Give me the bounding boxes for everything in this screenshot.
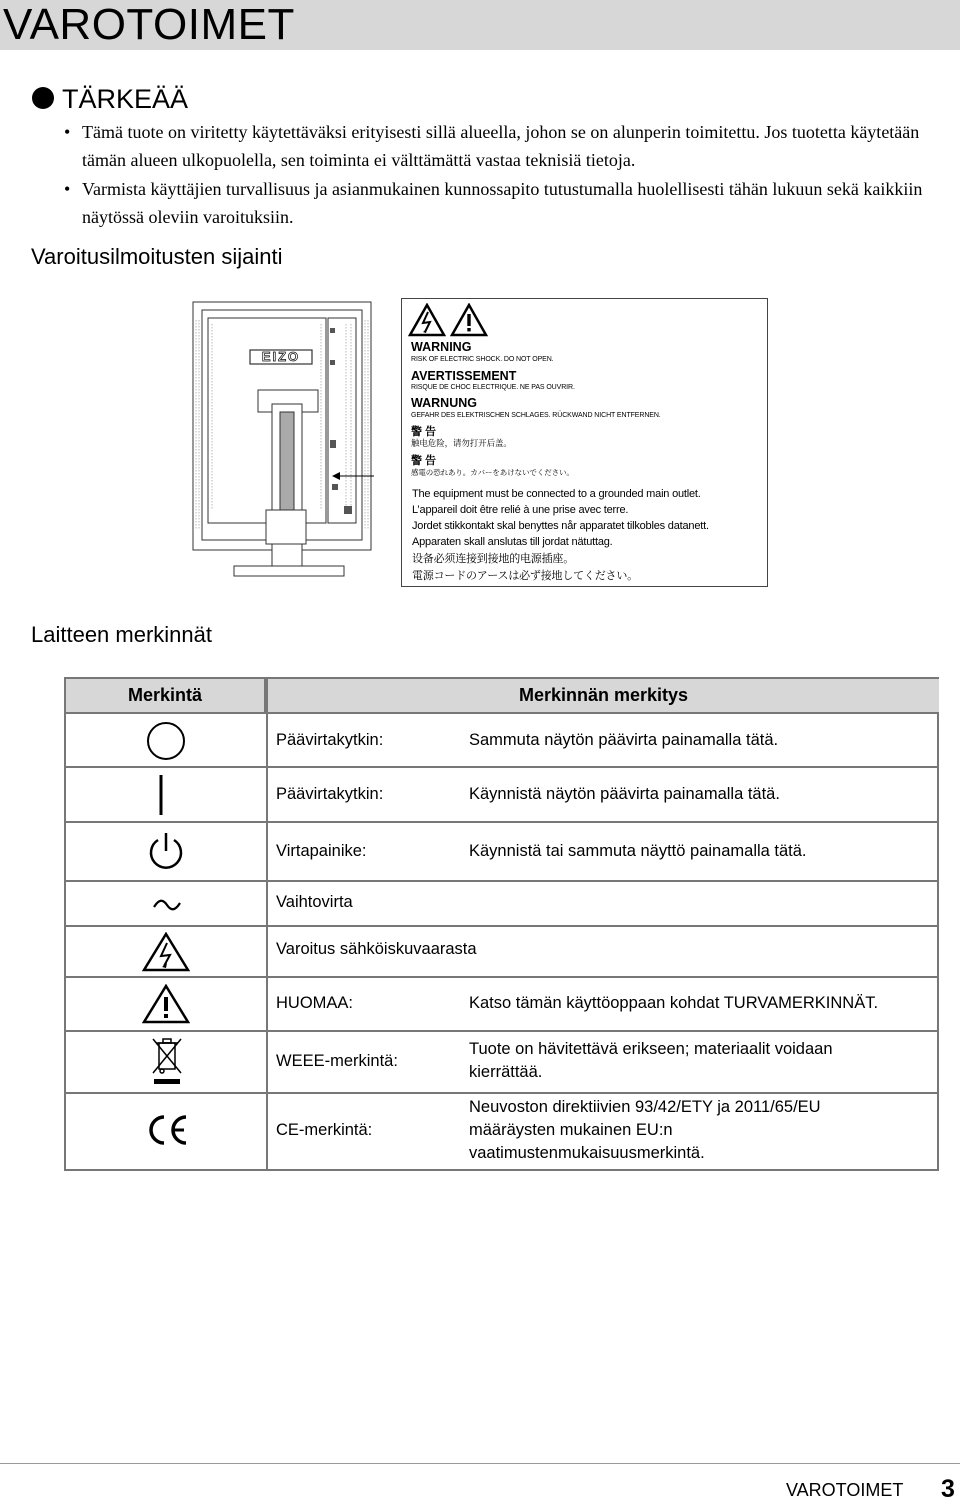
label-warning-de: WARNUNG xyxy=(411,396,477,410)
page-number: 3 xyxy=(941,1475,955,1501)
row-2-label: Päävirtakytkin: xyxy=(276,785,384,803)
footer-divider xyxy=(0,1463,960,1464)
row-divider xyxy=(66,766,937,768)
important-item-1: • Tämä tuote on viritetty käytettäväksi erityisesti sillä alueella, johon se on alunperin toimitettu. Jos tuotetta käytetään tämän alueen ulkopuolella, sen toiminta ei välttämättä vastaa teknisiä tietoja. xyxy=(62,118,960,174)
label-warning-ja-sub: 感電の恐れあり。カバーをあけないでください。 xyxy=(411,468,574,477)
label-warning-de-sub: GEFAHR DES ELEKTRISCHEN SCHLAGES. RÜCKWAND NICHT ENTFERNEN. xyxy=(411,412,661,419)
caution-icon xyxy=(142,984,190,1024)
label-warning-fr-sub: RISQUE DE CHOC ELECTRIQUE. NE PAS OUVRIR. xyxy=(411,384,575,391)
row-2-meaning: Käynnistä näytön päävirta painamalla tätä. xyxy=(469,785,780,803)
ce-mark-icon xyxy=(144,1113,190,1147)
row-divider xyxy=(66,821,937,823)
label-ground-line-6: 電源コードのアースは必ず接地してください。 xyxy=(412,570,638,582)
row-divider xyxy=(66,1030,937,1032)
header-symbol: Merkintä xyxy=(66,679,266,712)
electric-shock-warning-icon xyxy=(142,932,190,972)
standby-power-icon xyxy=(146,831,186,871)
row-7-label: WEEE-merkintä: xyxy=(276,1052,398,1070)
label-warning-zh-sub: 触电危险，请勿打开后盖。 xyxy=(411,438,512,448)
label-warning-zh: 警 告 xyxy=(411,426,437,438)
label-warning-fr: AVERTISSEMENT xyxy=(411,369,517,383)
important-item-2: • Varmista käyttäjien turvallisuus ja asianmukainen kunnossapito tutustumalla huolellisesti tähän lukuun sekä kaikkiin näytössä oleviin varoituksiin. xyxy=(62,175,960,231)
row-3-label: Virtapainike: xyxy=(276,842,367,860)
title-bar xyxy=(0,0,960,50)
warning-label xyxy=(401,298,768,587)
monitor-logo: EIZO xyxy=(261,349,301,364)
important-heading-text: TÄRKEÄÄ xyxy=(62,84,189,114)
row-1-label: Päävirtakytkin: xyxy=(276,731,384,749)
label-warning-en: WARNING xyxy=(411,340,472,354)
label-ground-line-1: The equipment must be connected to a grounded main outlet. xyxy=(412,488,701,500)
label-ground-line-4: Apparaten skall anslutas till jordat nätuttag. xyxy=(412,536,613,548)
footer-section: VAROTOIMET xyxy=(786,1480,904,1500)
row-4-label: Vaihtovirta xyxy=(276,893,353,911)
warning-location-title: Varoitusilmoitusten sijainti xyxy=(31,244,283,269)
weee-crossed-bin-icon xyxy=(150,1037,184,1087)
row-5-label: Varoitus sähköiskuvaarasta xyxy=(276,940,477,958)
column-divider xyxy=(266,679,268,1169)
label-ground-line-2: L’appareil doit être relié à une prise avec terre. xyxy=(412,504,629,516)
label-warning-ja: 警 告 xyxy=(411,455,437,467)
device-markings-title: Laitteen merkinnät xyxy=(31,622,212,647)
power-on-bar-icon xyxy=(156,775,166,815)
label-ground-line-5: 设备必须连接到接地的电源插座。 xyxy=(412,553,574,565)
row-1-meaning: Sammuta näytön päävirta painamalla tätä. xyxy=(469,731,779,749)
row-divider xyxy=(66,1092,937,1094)
page-title: VAROTOIMET xyxy=(3,0,295,49)
row-8-label: CE-merkintä: xyxy=(276,1121,373,1139)
markings-table xyxy=(64,677,939,1171)
row-3-meaning: Käynnistä tai sammuta näyttö painamalla tätä. xyxy=(469,842,807,860)
monitor-rear-illustration xyxy=(188,300,374,580)
row-divider xyxy=(66,925,937,927)
bullet-dot-icon xyxy=(32,87,54,109)
caution-icon xyxy=(450,303,488,337)
row-6-meaning: Katso tämän käyttöoppaan kohdat TURVAMERKINNÄT. xyxy=(469,994,879,1012)
electric-shock-warning-icon xyxy=(408,303,446,337)
row-divider xyxy=(66,976,937,978)
row-8-meaning: Neuvoston direktiivien 93/42/ETY ja 2011/65/EU määräysten mukainen EU:n vaatimustenmukaisuusmerkintä. xyxy=(469,1098,821,1162)
row-7-meaning: Tuote on hävitettävä erikseen; materiaalit voidaan kierrättää. xyxy=(469,1040,833,1081)
important-heading xyxy=(32,82,188,116)
row-divider xyxy=(66,712,937,714)
header-meaning: Merkinnän merkitys xyxy=(268,679,939,712)
label-warning-en-sub: RISK OF ELECTRIC SHOCK. DO NOT OPEN. xyxy=(411,356,554,363)
power-off-circle-icon xyxy=(146,721,186,761)
row-6-label: HUOMAA: xyxy=(276,994,354,1012)
label-ground-line-3: Jordet stikkontakt skal benyttes når apparatet tilkobles datanett. xyxy=(412,520,709,532)
row-divider xyxy=(66,880,937,882)
important-list xyxy=(62,118,960,232)
alternating-current-icon xyxy=(152,893,182,917)
